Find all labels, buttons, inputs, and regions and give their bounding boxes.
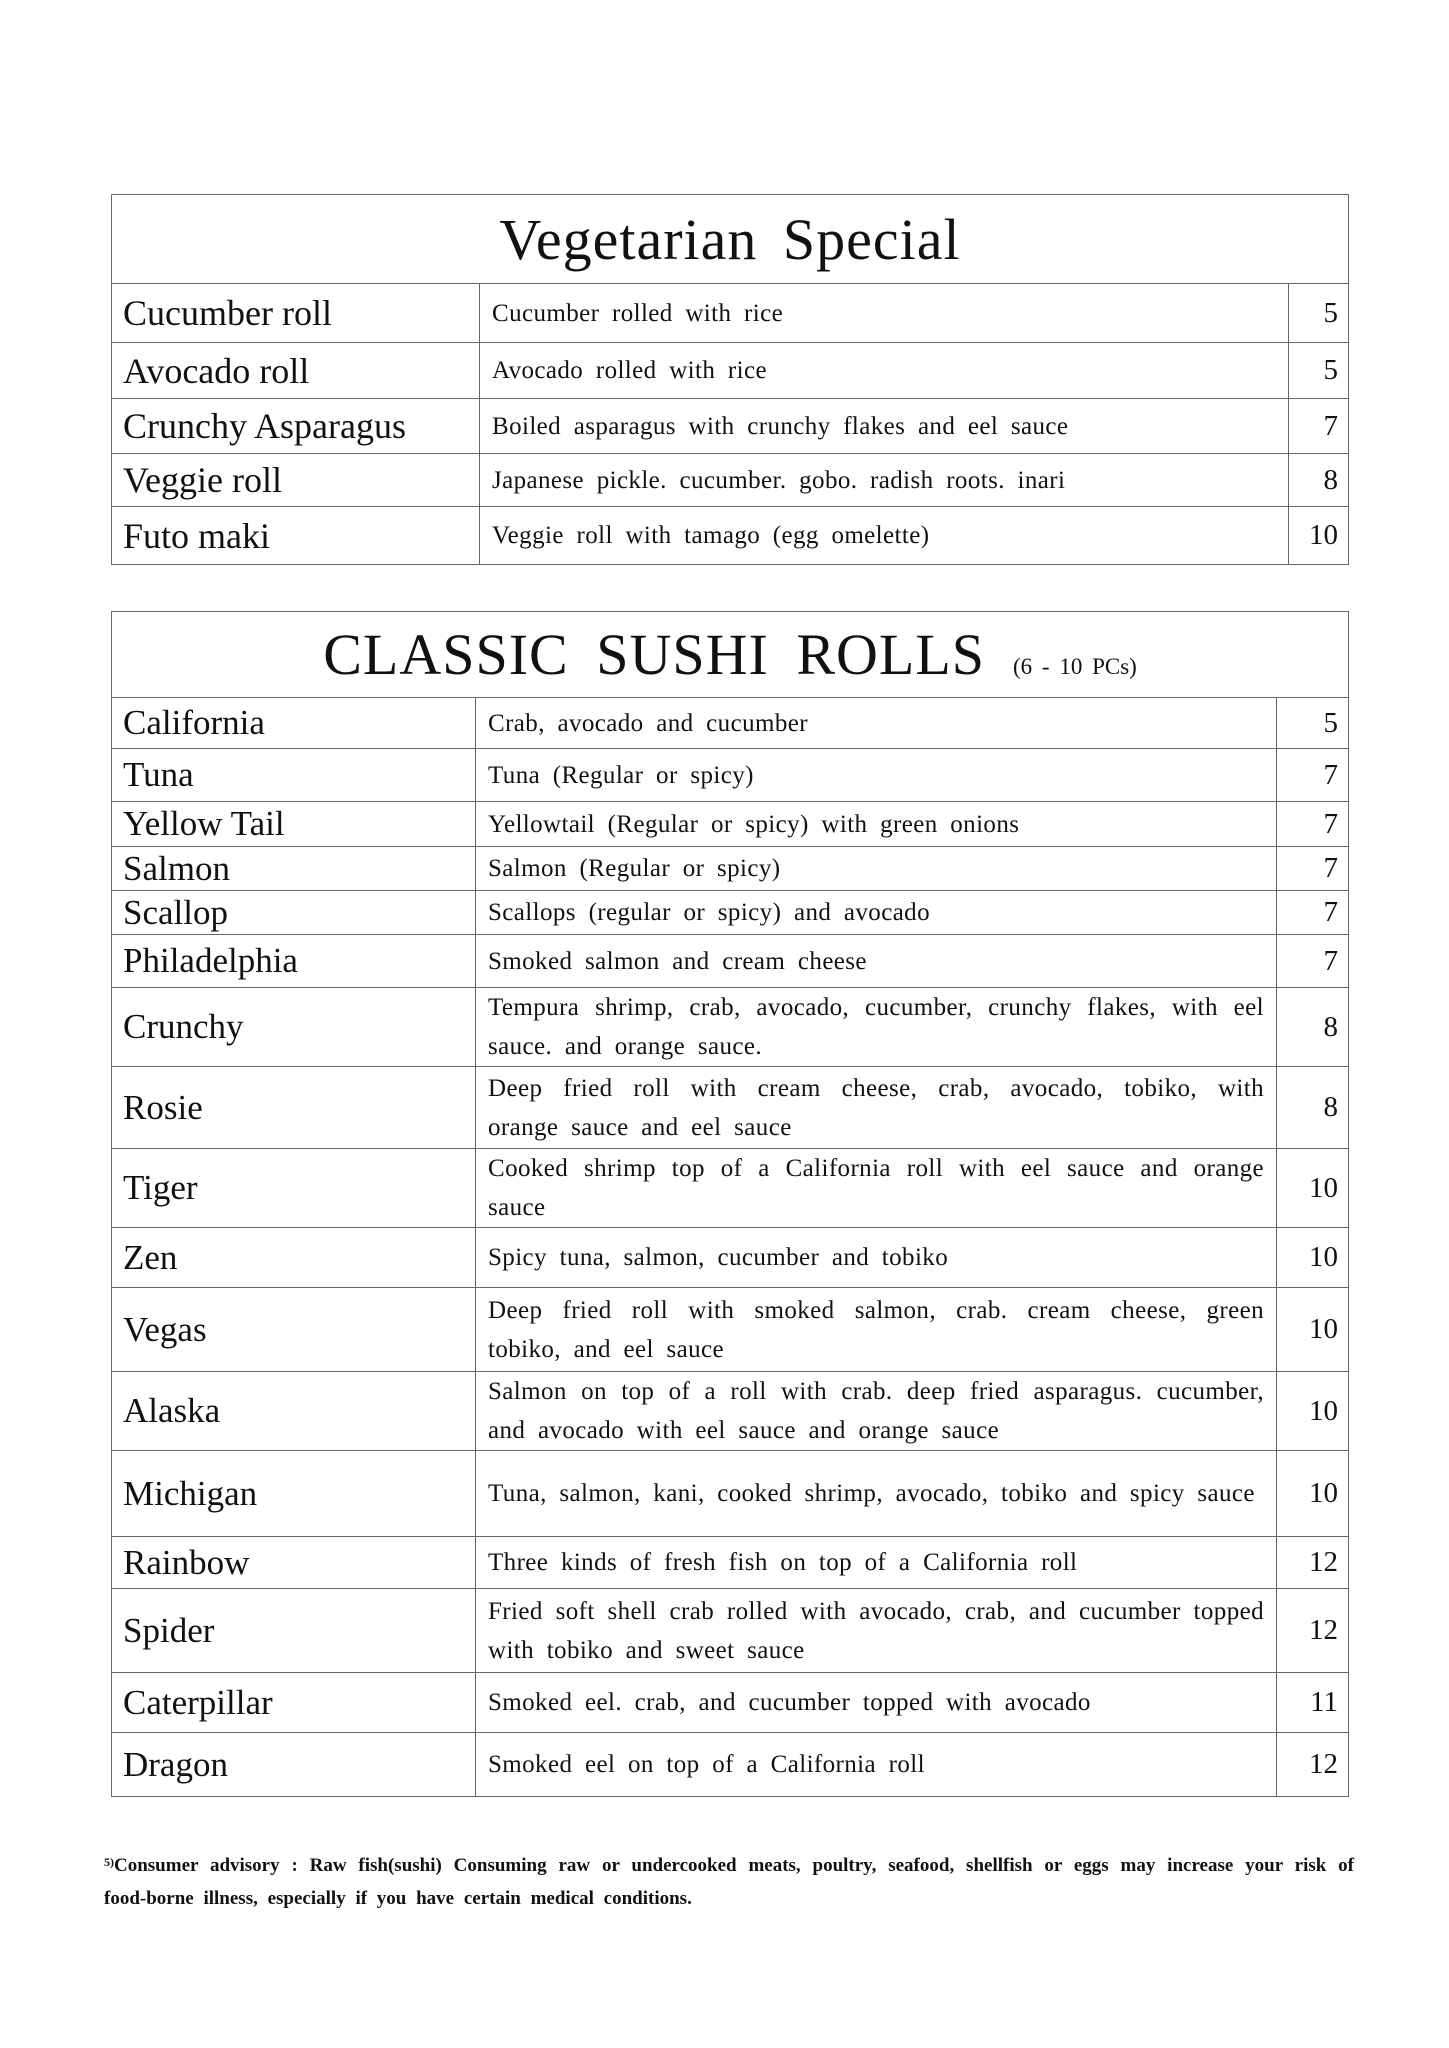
- item-name: Spider: [112, 1589, 476, 1673]
- item-name: Rainbow: [112, 1537, 476, 1589]
- section-title: CLASSIC SUSHI ROLLS: [323, 622, 986, 687]
- item-name: Dragon: [112, 1733, 476, 1797]
- item-name: Yellow Tail: [112, 802, 476, 847]
- menu-row: [112, 1228, 1349, 1288]
- item-name: Avocado roll: [112, 343, 480, 399]
- menu-row: [112, 1733, 1349, 1797]
- item-price: 12: [1277, 1537, 1349, 1589]
- consumer-advisory-footnote: [104, 1846, 1354, 1915]
- item-name: Alaska: [112, 1372, 476, 1451]
- item-description: Scallops (regular or spicy) and avocado: [476, 891, 1277, 935]
- section-title-cell: [112, 612, 1349, 698]
- item-name: Philadelphia: [112, 935, 476, 988]
- menu-row: [112, 1149, 1349, 1228]
- item-name: California: [112, 698, 476, 749]
- item-price: 5: [1289, 343, 1349, 399]
- item-price: 7: [1277, 847, 1349, 891]
- item-price: 7: [1277, 749, 1349, 802]
- menu-row: [112, 1067, 1349, 1149]
- item-description: Avocado rolled with rice: [480, 343, 1289, 399]
- item-description: Yellowtail (Regular or spicy) with green onions: [476, 802, 1277, 847]
- footnote-mark: 5): [104, 1855, 114, 1869]
- item-description: Smoked eel on top of a California roll: [476, 1733, 1277, 1797]
- item-price: 8: [1289, 454, 1349, 507]
- menu-row: [112, 935, 1349, 988]
- item-price: 11: [1277, 1673, 1349, 1733]
- item-name: Vegas: [112, 1288, 476, 1372]
- item-price: 10: [1277, 1451, 1349, 1537]
- item-description: Three kinds of fresh fish on top of a California roll: [476, 1537, 1277, 1589]
- menu-row: [112, 1537, 1349, 1589]
- item-price: 7: [1277, 935, 1349, 988]
- menu-row: [112, 507, 1349, 565]
- menu-row: [112, 1673, 1349, 1733]
- menu-row: [112, 698, 1349, 749]
- item-description: Tuna, salmon, kani, cooked shrimp, avocado, tobiko and spicy sauce: [476, 1451, 1277, 1537]
- item-description: Cucumber rolled with rice: [480, 284, 1289, 343]
- item-name: Tiger: [112, 1149, 476, 1228]
- item-price: 12: [1277, 1733, 1349, 1797]
- item-price: 5: [1277, 698, 1349, 749]
- item-price: 5: [1289, 284, 1349, 343]
- item-description: Salmon on top of a roll with crab. deep fried asparagus. cucumber, and avocado with eel sauce and orange sauce: [476, 1372, 1277, 1451]
- item-name: Crunchy Asparagus: [112, 399, 480, 454]
- item-description: Crab, avocado and cucumber: [476, 698, 1277, 749]
- vegetarian-menu-table: [111, 194, 1349, 565]
- menu-row: [112, 1589, 1349, 1673]
- footnote-text: Consumer advisory : Raw fish(sushi) Consuming raw or undercooked meats, poultry, seafood, shellfish or eggs may increase your risk of food-borne illness, especially if you have certain medical conditions.: [104, 1855, 1354, 1909]
- classic-rolls-menu-table: [111, 611, 1349, 1797]
- item-description: Smoked eel. crab, and cucumber topped with avocado: [476, 1673, 1277, 1733]
- item-price: 12: [1277, 1589, 1349, 1673]
- item-price: 10: [1277, 1149, 1349, 1228]
- menu-row: [112, 343, 1349, 399]
- item-name: Rosie: [112, 1067, 476, 1149]
- item-name: Futo maki: [112, 507, 480, 565]
- item-description: Cooked shrimp top of a California roll with eel sauce and orange sauce: [476, 1149, 1277, 1228]
- item-description: Spicy tuna, salmon, cucumber and tobiko: [476, 1228, 1277, 1288]
- item-name: Scallop: [112, 891, 476, 935]
- item-name: Veggie roll: [112, 454, 480, 507]
- menu-row: [112, 802, 1349, 847]
- menu-row: [112, 1451, 1349, 1537]
- item-description: Boiled asparagus with crunchy flakes and eel sauce: [480, 399, 1289, 454]
- item-description: Fried soft shell crab rolled with avocado, crab, and cucumber topped with tobiko and sweet sauce: [476, 1589, 1277, 1673]
- item-name: Zen: [112, 1228, 476, 1288]
- menu-row: [112, 454, 1349, 507]
- item-description: Japanese pickle. cucumber. gobo. radish roots. inari: [480, 454, 1289, 507]
- menu-row: [112, 284, 1349, 343]
- item-price: 10: [1277, 1372, 1349, 1451]
- item-price: 10: [1277, 1228, 1349, 1288]
- item-price: 8: [1277, 988, 1349, 1067]
- menu-row: [112, 749, 1349, 802]
- item-description: Smoked salmon and cream cheese: [476, 935, 1277, 988]
- item-description: Tempura shrimp, crab, avocado, cucumber, crunchy flakes, with eel sauce. and orange sauce.: [476, 988, 1277, 1067]
- item-name: Tuna: [112, 749, 476, 802]
- item-description: Salmon (Regular or spicy): [476, 847, 1277, 891]
- item-description: Veggie roll with tamago (egg omelette): [480, 507, 1289, 565]
- item-price: 7: [1277, 891, 1349, 935]
- item-description: Deep fried roll with cream cheese, crab, avocado, tobiko, with orange sauce and eel sauce: [476, 1067, 1277, 1149]
- menu-row: [112, 847, 1349, 891]
- item-name: Caterpillar: [112, 1673, 476, 1733]
- section-title: Vegetarian Special: [112, 195, 1349, 284]
- item-description: Tuna (Regular or spicy): [476, 749, 1277, 802]
- menu-row: [112, 891, 1349, 935]
- item-description: Deep fried roll with smoked salmon, crab. cream cheese, green tobiko, and eel sauce: [476, 1288, 1277, 1372]
- item-name: Michigan: [112, 1451, 476, 1537]
- item-name: Salmon: [112, 847, 476, 891]
- menu-row: [112, 1288, 1349, 1372]
- item-price: 10: [1289, 507, 1349, 565]
- item-price: 8: [1277, 1067, 1349, 1149]
- section-subtitle: (6 - 10 PCs): [1013, 654, 1137, 679]
- item-price: 7: [1277, 802, 1349, 847]
- menu-row: [112, 1372, 1349, 1451]
- item-name: Cucumber roll: [112, 284, 480, 343]
- item-price: 10: [1277, 1288, 1349, 1372]
- item-name: Crunchy: [112, 988, 476, 1067]
- menu-row: [112, 988, 1349, 1067]
- menu-row: [112, 399, 1349, 454]
- item-price: 7: [1289, 399, 1349, 454]
